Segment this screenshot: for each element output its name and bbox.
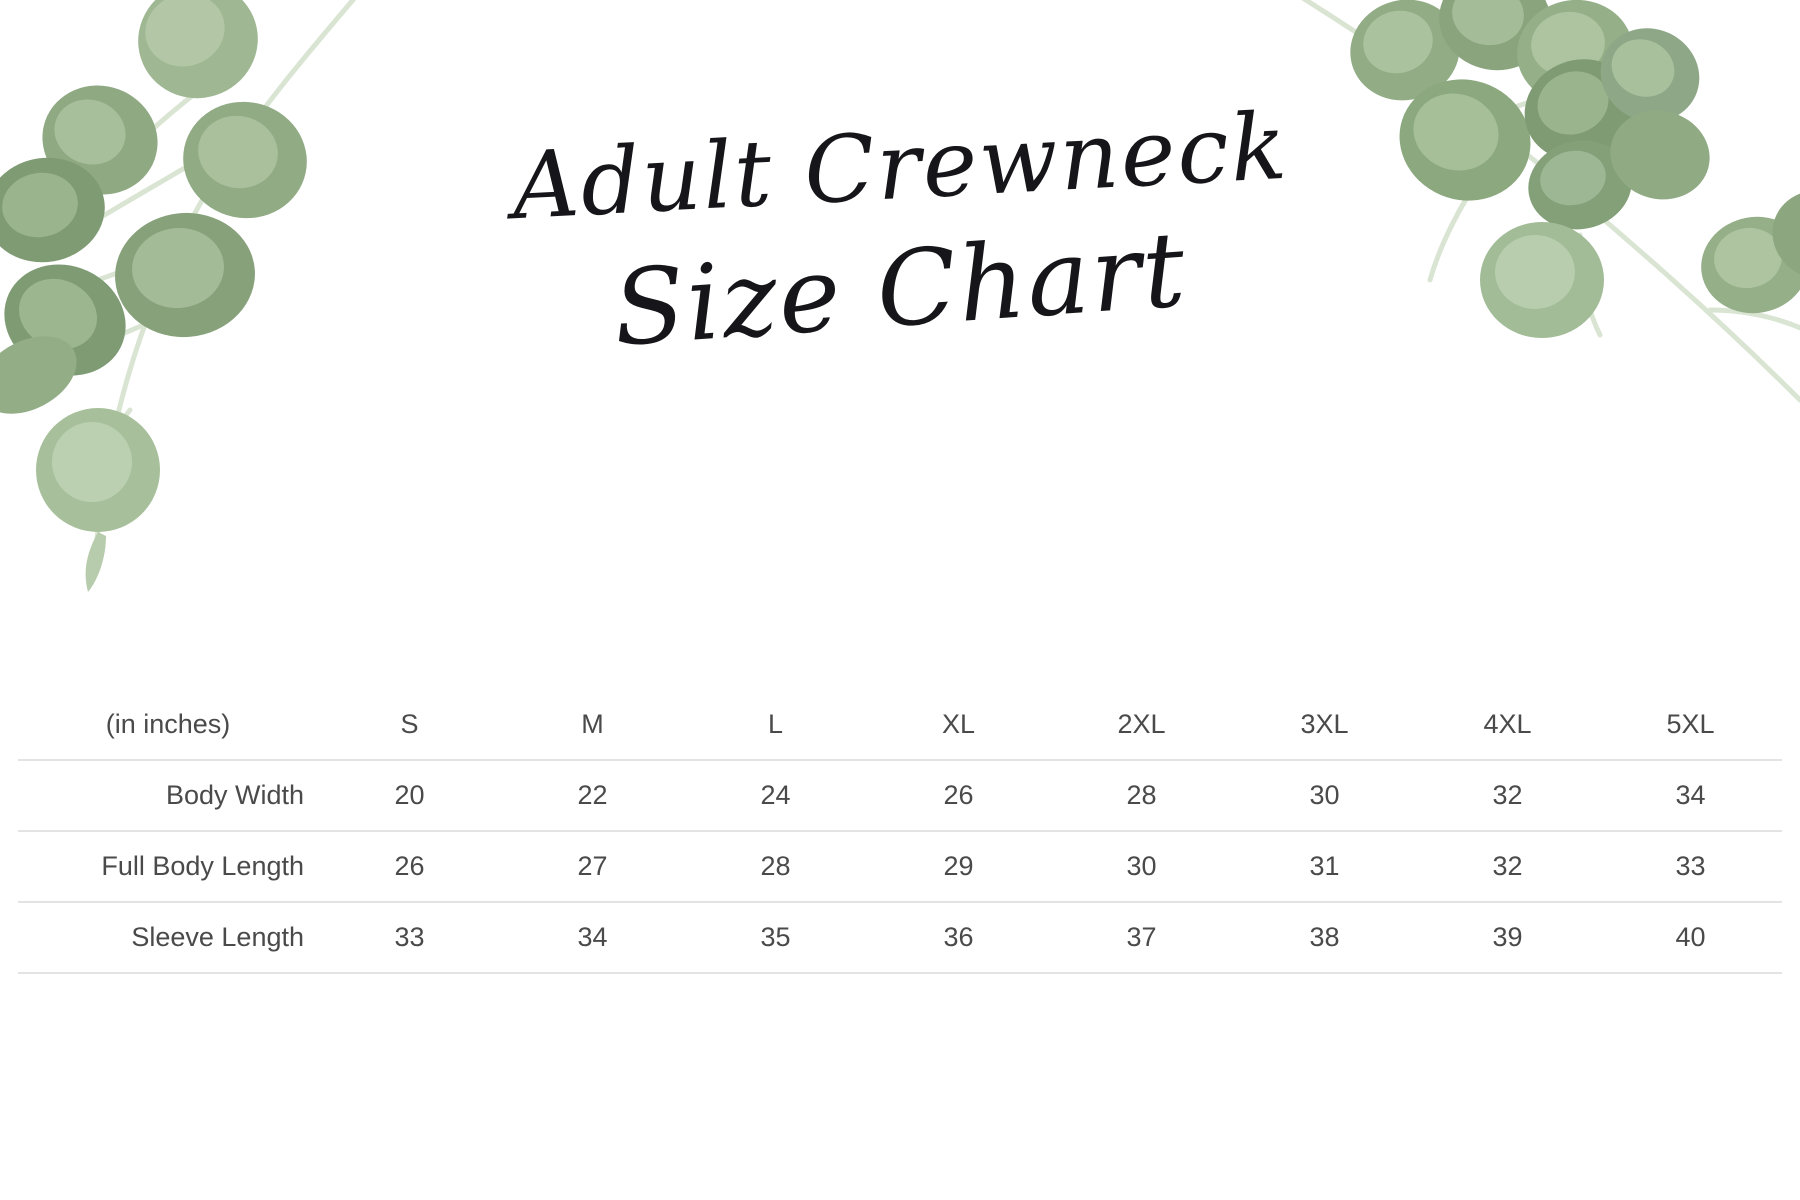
unit-label-header: (in inches) (105, 709, 231, 739)
cell-body-width-5xl: 34 (1675, 780, 1706, 810)
row-label-full-body-length: Full Body Length (101, 851, 304, 881)
title-line-adult-crewneck: Adult Crewneck (509, 92, 1291, 241)
cell-body-width-m: 22 (577, 780, 608, 810)
cell-full-body-length-2xl: 30 (1126, 851, 1157, 881)
table-row (18, 831, 1782, 902)
cell-full-body-length-s: 26 (394, 851, 425, 881)
cell-full-body-length-3xl: 31 (1309, 851, 1340, 881)
cell-full-body-length-5xl: 33 (1675, 851, 1706, 881)
cell-sleeve-length-5xl: 40 (1675, 922, 1706, 952)
size-header-l: L (767, 709, 784, 739)
cell-body-width-l: 24 (760, 780, 791, 810)
cell-body-width-2xl: 28 (1126, 780, 1157, 810)
size-chart-table (18, 690, 1782, 974)
cell-sleeve-length-xl: 36 (943, 922, 974, 952)
cell-sleeve-length-m: 34 (577, 922, 608, 952)
size-header-5xl: 5XL (1666, 709, 1715, 739)
cell-body-width-4xl: 32 (1492, 780, 1523, 810)
cell-sleeve-length-l: 35 (760, 922, 791, 952)
cell-sleeve-length-2xl: 37 (1126, 922, 1157, 952)
cell-sleeve-length-s: 33 (394, 922, 425, 952)
cell-full-body-length-4xl: 32 (1492, 851, 1523, 881)
size-header-s: S (400, 709, 419, 739)
cell-sleeve-length-3xl: 38 (1309, 922, 1340, 952)
size-header-3xl: 3XL (1300, 709, 1349, 739)
size-header-4xl: 4XL (1483, 709, 1532, 739)
cell-sleeve-length-4xl: 39 (1492, 922, 1523, 952)
title-line-size-chart: Size Chart (609, 207, 1191, 370)
page-title (0, 92, 1800, 370)
size-chart-header (18, 690, 1782, 760)
size-header-2xl: 2XL (1117, 709, 1166, 739)
row-label-body-width: Body Width (165, 780, 304, 810)
size-chart-container (0, 690, 1800, 974)
size-chart-body (18, 760, 1782, 973)
size-header-m: M (581, 709, 604, 739)
row-label-sleeve-length: Sleeve Length (131, 922, 304, 952)
cell-full-body-length-xl: 29 (943, 851, 974, 881)
table-header-row (18, 690, 1782, 760)
cell-body-width-s: 20 (394, 780, 425, 810)
cell-body-width-3xl: 30 (1309, 780, 1340, 810)
cell-full-body-length-m: 27 (577, 851, 608, 881)
size-header-xl: XL (941, 709, 976, 739)
cell-full-body-length-l: 28 (760, 851, 791, 881)
cell-body-width-xl: 26 (943, 780, 974, 810)
table-row (18, 760, 1782, 831)
table-row (18, 902, 1782, 973)
